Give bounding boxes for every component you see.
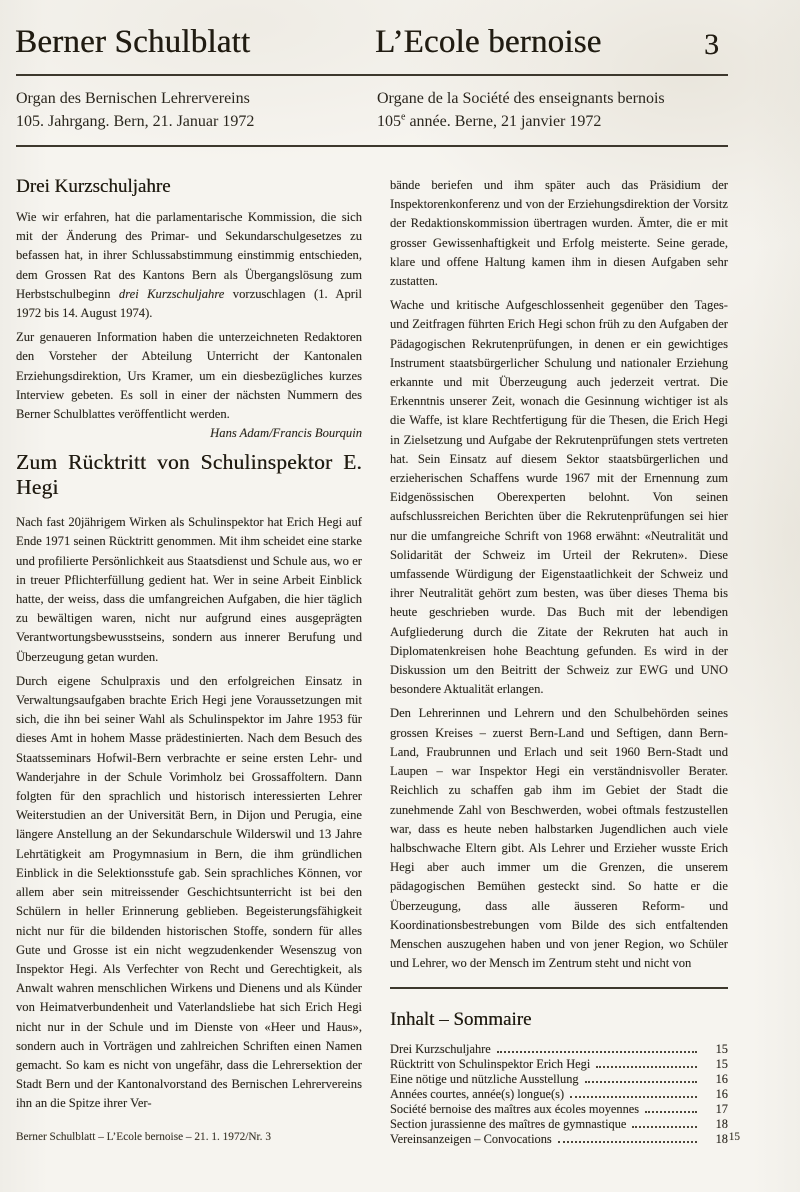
masthead-top-rule <box>16 74 728 76</box>
toc-item-label: Vereinsanzeigen – Convocations <box>390 1131 552 1146</box>
dot-leader <box>632 1126 697 1128</box>
toc-item-label: Eine nötige und nützliche Ausstellung <box>390 1072 579 1087</box>
masthead-title-german: Berner Schulblatt <box>15 24 251 60</box>
article-title-hegi: Zum Rücktritt von Schulinspektor E. Hegi <box>16 450 362 500</box>
dot-leader <box>585 1081 697 1083</box>
paragraph: Den Lehrerinnen und Lehrern und den Schulbehörden seines grossen Kreises – zuerst Bern-Land und Seftigen, dann Bern-Land, Fraubrunnen und Erlach und seit 1960 Bern-Stadt und Laupen – war Inspektor Hegi ein verständnisvoller Berater. Reichlich zu schaffen gab ihm im Gebiet der Stadt die zunehmende Zahl von Beschwerden, wobei oftmals festzustellen war, dass es heute neben halbstarken Jugendlichen auch viele halbschwache Eltern gibt. Als Lehrer und Erzieher wusste Erich Hegi aber auch immer um die Grenzen, die unserem pädagogischen Bemühen gesteckt sind. So hatte er die Überzeugung, dass alle äusseren Reform- und Koordinationsbestrebungen vom Bilde des sich entfaltenden Menschen auszugehen haben und von jener Region, wo Schüler und Lehrer, wo der Mensch im Zentrum steht und nicht von <box>390 706 728 971</box>
author-signature: Hans Adam/Francis Bourquin <box>210 426 362 441</box>
organe-line: Organe de la Société des enseignants bernois <box>377 90 665 107</box>
toc-item <box>390 1102 728 1117</box>
dot-leader <box>497 1051 697 1053</box>
paragraph: Wache und kritische Aufgeschlossenheit gegenüber den Tages- und Zeitfragen führten Erich Hegi schon früh zu den Aufgaben der Pädagogischen Rekrutenprüfungen, in denen er ein gewichtiges Instrument staatsbürgerlicher Schulung und nationaler Erziehung erkannte und mit Überzeugung auch jederzeit vertrat. Die Erkenntnis unserer Zeit, wonach die Gesinnung wichtiger ist als die Waffe, ist klare Rechtfertigung für die Thesen, die Erich Hegi in Zielsetzung und Aufgabe der Rekrutenprüfungen stets vertreten hat. Sein Einsatz auf diesem Sektor staatsbürgerlichen und erzieherischen Schaffens wurde 1967 mit der Ernennung zum Eidgenössischen Oberexperten belohnt. Von seinen aufschlussreichen Berichten über die Rekrutenprüfungen sei hier nur die umfangreiche Schrift von 1968 erwähnt: «Neutralität und Solidarität der Schweiz im Urteil der Rekruten». Diese umfassende Würdigung der Eigenstaatlichkeit der Schweiz und ihrer Neutralität gehört zum besten, was über dieses Thema bis heute geschrieben wurde. Das Buch mit der lebendigen Aufgliederung durch die Zitate der Rekruten hat auch in Diplomatenkreisen hohe Beachtung gefunden. Es wird in der Diskussion um den Beitritt der Schweiz zur EWG und UNO besondere Aktualität erlangen. <box>390 298 728 697</box>
toc-item-label: Société bernoise des maîtres aux écoles moyennes <box>390 1101 640 1116</box>
toc-title: Inhalt – Sommaire <box>390 1009 532 1031</box>
article-title-kurzschuljahre: Drei Kurzschuljahre <box>16 176 171 197</box>
emphasized-phrase: drei Kurzschuljahre <box>118 286 225 301</box>
toc-item-page: 16 <box>715 1087 728 1102</box>
toc-item-label: Drei Kurzschuljahre <box>390 1042 491 1057</box>
toc-item-label: Section jurassienne des maîtres de gymnastique <box>390 1116 627 1131</box>
issue-number: 3 <box>704 28 719 61</box>
footer-page-number: 15 <box>728 1131 740 1143</box>
right-column <box>390 176 728 1147</box>
paragraph: Durch eigene Schulpraxis und den erfolgreichen Einsatz in Verwaltungsaufgaben brachte Erich Hegi jene Voraussetzungen mit sich, die ihn bei seiner Wahl als Schulinspektor im Jahre 1953 für dieses Amt in hohem Masse prädestinierten. Nach dem Besuch des Staatsseminars Hofwil-Bern verbrachte er seine ersten Lehr- und Wanderjahre in der Schule Vorimholz bei Grossaffoltern. Dann folgten für den sprachlich und historisch interessierten Lehrer Weiterstudien an der Universität Bern, in Dijon und Perugia, eine längere Anstellung an der Sekundarschule Wilderswil und 13 Jahre Lehrtätigkeit am Progymnasium in Bern, die ihm gründlichen Einblick in die Selektionsstufe gab. Sein sprachliches Können, vor allem aber sein mitreissender Geschichtsunterricht ist bei den Schülern in heller Erinnerung geblieben. Begeisterungsfähigkeit nicht nur für die bildenden historischen Stoffe, sondern für alles Gute und Grosse ist ein nicht wegzudenkender Wesenszug von Inspektor Hegi. Als Verfechter von Recht und Gerechtigkeit, als Anwalt wahren menschlichen Wirkens und Dienens und als Künder von Heimatverbundenheit und Vaterlandsliebe hat sich Erich Hegi nicht nur in der Schule und im Dienste von «Heer und Haus», sondern auch in Vorträgen und zahlreichen Schriften einen Namen gemacht. So kam es nicht von ungefähr, dass die Lehrersektion der Stadt Bern und der Kantonalvorstand des Bernischen Lehrervereins ihn an die Spitze ihrer Ver- <box>16 673 362 1111</box>
masthead-subtitle-german <box>16 87 254 133</box>
toc-item-page: 18 <box>715 1131 728 1146</box>
toc-item-page: 15 <box>715 1057 728 1072</box>
organ-line: Organ des Bernischen Lehrervereins <box>16 90 250 107</box>
paragraph: bände beriefen und ihm später auch das Präsidium der Inspektorenkonferenz und von der Erziehungsdirektion der Vorsitz der Redaktionskommission übertragen wurden. Ämter, die er mit grosser Gewissenhaftigkeit und Erfolg meisterte. Seine gerade, klare und offene Haltung kamen ihm in diesen Aufgaben sehr zustatten. <box>390 178 728 289</box>
left-column <box>16 176 362 1119</box>
dot-leader <box>570 1096 697 1098</box>
toc-item-page: 18 <box>715 1116 728 1131</box>
toc-item <box>390 1072 728 1087</box>
toc-item <box>390 1042 728 1057</box>
masthead-bottom-rule <box>16 145 728 147</box>
masthead-subtitle-french <box>377 87 665 133</box>
page-footer <box>16 1131 740 1143</box>
volume-date-line-german: 105. Jahrgang. Bern, 21. Januar 1972 <box>16 113 255 130</box>
toc-item-label: Années courtes, année(s) longue(s) <box>390 1087 565 1102</box>
paragraph: Zur genaueren Information haben die unterzeichneten Redaktoren den Vorsteher der Abteilung Unterricht der Kantonalen Erziehungsdirektion, Urs Kramer, um ein diesbezügliches kurzes Interview gebeten. Es soll in einer der nächsten Nummern des Berner Schulblattes veröffentlicht werden. Hans Adam/Francis Bourquin <box>16 328 362 424</box>
toc-item-page: 15 <box>715 1042 728 1057</box>
footer-imprint: Berner Schulblatt – L’Ecole bernoise – 21. 1. 1972/Nr. 3 <box>16 1131 271 1143</box>
dot-leader <box>645 1111 697 1113</box>
toc-item <box>390 1087 728 1102</box>
toc-item-label: Rücktritt von Schulinspektor Erich Hegi <box>390 1057 591 1072</box>
toc-divider-rule <box>390 987 728 989</box>
toc-item-page: 16 <box>715 1072 728 1087</box>
toc-item <box>390 1117 728 1132</box>
paragraph: Wie wir erfahren, hat die parlamentarische Kommission, die sich mit der Änderung des Primar- und Sekundarschulgesetzes zu befassen hat, in ihrer Schlussabstimmung einstimmig entschieden, dem Grossen Rat des Kantons Bern als Übergangslösung zum Herbstschulbeginn drei Kurzschuljahre vorzuschlagen (1. April 1972 bis 14. August 1974). <box>16 210 362 321</box>
toc-item <box>390 1057 728 1072</box>
dot-leader <box>596 1066 697 1068</box>
masthead-title-french: L’Ecole bernoise <box>375 24 602 60</box>
paragraph: Nach fast 20jährigem Wirken als Schulinspektor hat Erich Hegi auf Ende 1971 seinen Rücktritt genommen. Mit ihm scheidet eine starke und profilierte Persönlichkeit aus Staatsdienst und Schule aus, wo er in treuer Pflichterfüllung gedient hat. Wer in seine Arbeit Einblick hatte, der weiss, dass die umfangreichen Aufgaben, die hier täglich zu bewältigen waren, nicht nur aufgrund eines ausgeprägten Verantwortungsbewusstseins, sondern aus innerer Berufung und Überzeugung getan wurden. <box>16 515 362 664</box>
volume-date-line-french: 105e année. Berne, 21 janvier 1972 <box>377 111 602 130</box>
toc-item-page: 17 <box>715 1101 728 1116</box>
superscript-e: e <box>401 111 406 123</box>
